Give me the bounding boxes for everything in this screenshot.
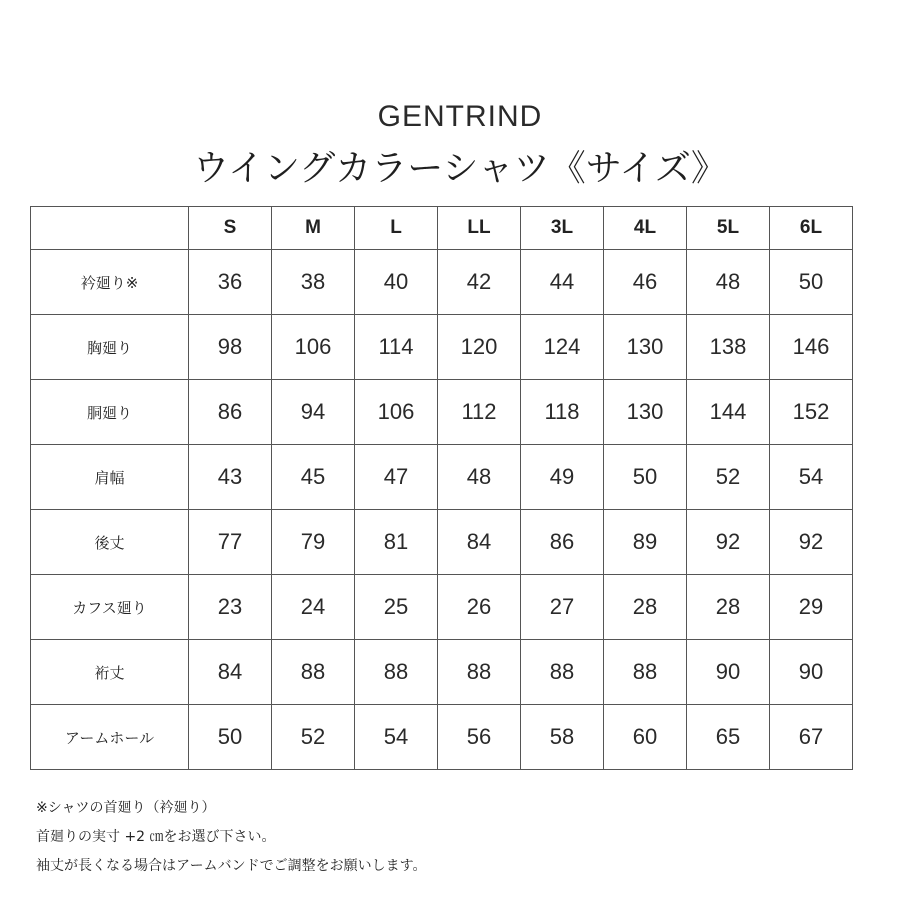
table-cell: 106 — [355, 380, 438, 445]
table-cell: 88 — [438, 640, 521, 705]
table-cell: 94 — [272, 380, 355, 445]
table-cell: 88 — [355, 640, 438, 705]
size-header-cell: 3L — [521, 207, 604, 250]
table-cell: 120 — [438, 315, 521, 380]
table-cell: 54 — [770, 445, 853, 510]
table-cell: 29 — [770, 575, 853, 640]
table-cell: 50 — [604, 445, 687, 510]
table-cell: 92 — [770, 510, 853, 575]
row-label: 後丈 — [31, 510, 189, 575]
table-cell: 24 — [272, 575, 355, 640]
table-cell: 67 — [770, 705, 853, 770]
size-header-cell: 4L — [604, 207, 687, 250]
table-cell: 114 — [355, 315, 438, 380]
row-label: カフス廻り — [31, 575, 189, 640]
table-cell: 48 — [438, 445, 521, 510]
table-cell: 130 — [604, 380, 687, 445]
table-cell: 48 — [687, 250, 770, 315]
row-label: 胴廻り — [31, 380, 189, 445]
size-header-cell: S — [189, 207, 272, 250]
table-cell: 25 — [355, 575, 438, 640]
table-cell: 152 — [770, 380, 853, 445]
table-cell: 28 — [604, 575, 687, 640]
table-cell: 88 — [272, 640, 355, 705]
table-cell: 36 — [189, 250, 272, 315]
size-header-cell: LL — [438, 207, 521, 250]
size-header-cell: 6L — [770, 207, 853, 250]
page-title: ウイングカラーシャツ《サイズ》 — [193, 148, 727, 189]
table-cell: 106 — [272, 315, 355, 380]
note-line: ※シャツの首廻り（衿廻り） — [36, 800, 216, 816]
table-cell: 56 — [438, 705, 521, 770]
table-cell: 54 — [355, 705, 438, 770]
table-row — [31, 380, 853, 445]
table-cell: 124 — [521, 315, 604, 380]
table-cell: 52 — [687, 445, 770, 510]
table-row — [31, 250, 853, 315]
note-line: 袖丈が長くなる場合はアームバンドでご調整をお願いします。 — [36, 858, 427, 874]
table-cell: 42 — [438, 250, 521, 315]
row-label: 衿廻り※ — [31, 250, 189, 315]
table-cell: 88 — [604, 640, 687, 705]
table-cell: 50 — [189, 705, 272, 770]
table-cell: 46 — [604, 250, 687, 315]
table-cell: 38 — [272, 250, 355, 315]
table-cell: 146 — [770, 315, 853, 380]
table-cell: 92 — [687, 510, 770, 575]
table-cell: 27 — [521, 575, 604, 640]
size-header-cell: 5L — [687, 207, 770, 250]
table-row — [31, 510, 853, 575]
size-header-cell: L — [355, 207, 438, 250]
table-row — [31, 315, 853, 380]
size-notes — [36, 794, 876, 881]
table-cell: 52 — [272, 705, 355, 770]
table-cell: 88 — [521, 640, 604, 705]
table-row — [31, 705, 853, 770]
row-label: 肩幅 — [31, 445, 189, 510]
table-cell: 90 — [687, 640, 770, 705]
table-cell: 84 — [438, 510, 521, 575]
table-cell: 77 — [189, 510, 272, 575]
table-cell: 90 — [770, 640, 853, 705]
table-cell: 79 — [272, 510, 355, 575]
size-table — [30, 206, 853, 770]
table-cell: 112 — [438, 380, 521, 445]
table-cell: 98 — [189, 315, 272, 380]
table-cell: 60 — [604, 705, 687, 770]
table-cell: 118 — [521, 380, 604, 445]
table-row — [31, 445, 853, 510]
row-label: 裄丈 — [31, 640, 189, 705]
table-cell: 58 — [521, 705, 604, 770]
table-cell: 144 — [687, 380, 770, 445]
table-cell: 50 — [770, 250, 853, 315]
table-cell: 45 — [272, 445, 355, 510]
table-cell: 86 — [521, 510, 604, 575]
row-label: アームホール — [31, 705, 189, 770]
table-cell: 44 — [521, 250, 604, 315]
table-cell: 23 — [189, 575, 272, 640]
table-cell: 28 — [687, 575, 770, 640]
table-cell: 86 — [189, 380, 272, 445]
table-cell: 26 — [438, 575, 521, 640]
table-row — [31, 575, 853, 640]
table-cell: 43 — [189, 445, 272, 510]
table-cell: 138 — [687, 315, 770, 380]
row-label: 胸廻り — [31, 315, 189, 380]
table-cell: 47 — [355, 445, 438, 510]
size-header-cell: M — [272, 207, 355, 250]
table-row — [31, 640, 853, 705]
note-line: 首廻りの実寸 +2 ㎝をお選び下さい。 — [36, 829, 276, 845]
corner-cell — [31, 207, 189, 250]
size-header-row — [31, 207, 853, 250]
table-cell: 81 — [355, 510, 438, 575]
table-cell: 130 — [604, 315, 687, 380]
table-cell: 40 — [355, 250, 438, 315]
brand-name: GENTRIND — [377, 100, 543, 133]
table-cell: 65 — [687, 705, 770, 770]
table-cell: 84 — [189, 640, 272, 705]
table-cell: 89 — [604, 510, 687, 575]
table-cell: 49 — [521, 445, 604, 510]
